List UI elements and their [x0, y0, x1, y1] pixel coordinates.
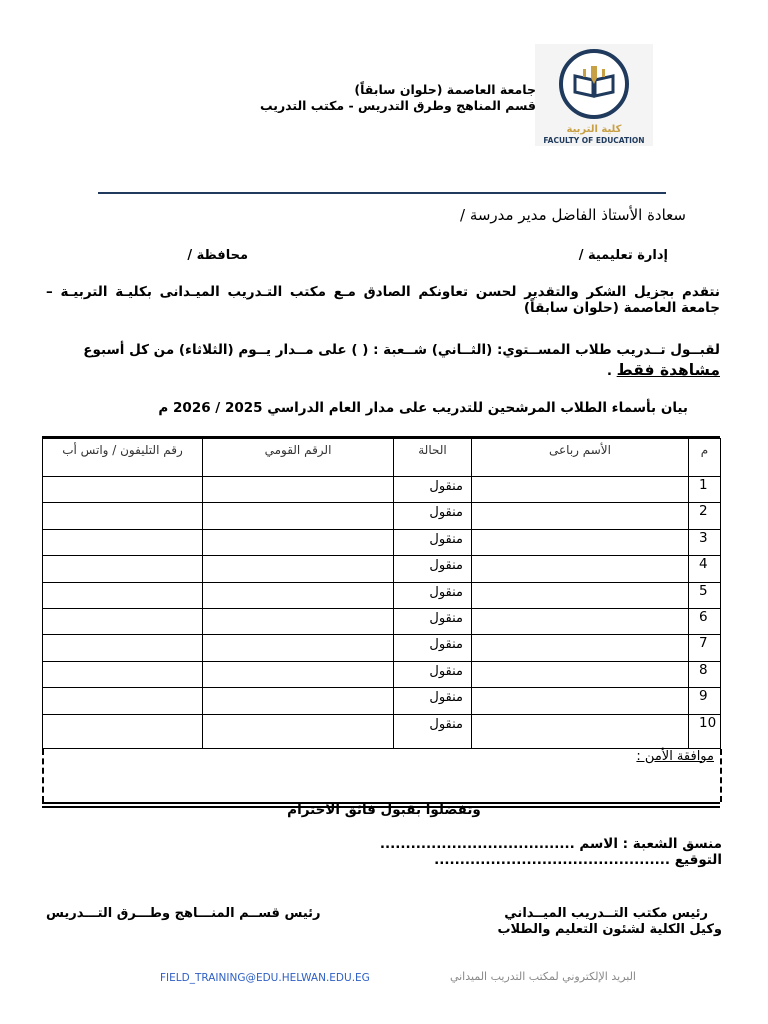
edu-admin-label: إدارة تعليمية /	[578, 248, 668, 263]
table-header-row	[43, 439, 721, 477]
national-id-cell[interactable]	[203, 688, 394, 714]
signature-line: التوقيع ..............................................	[434, 852, 722, 868]
national-id-cell[interactable]	[203, 582, 394, 608]
row-number: 6	[689, 608, 721, 634]
table-row	[43, 714, 721, 748]
logo-arabic-text: كلية التربية	[566, 124, 622, 135]
phone-cell[interactable]	[43, 556, 203, 582]
row-number: 7	[689, 635, 721, 661]
department-head-title: رئيس قســم المنـــاهج وطـــرق التـــدريس	[46, 906, 321, 921]
training-paragraph	[46, 340, 720, 381]
status-cell: منقول	[394, 714, 472, 748]
vice-dean-title: وكيل الكلية لشئون التعليم والطلاب	[497, 922, 722, 937]
email-label: البريد الإلكتروني لمكتب التدريب الميداني	[449, 970, 636, 983]
status-cell: منقول	[394, 688, 472, 714]
row-number: 2	[689, 503, 721, 529]
table-row	[43, 503, 721, 529]
address-line: سعادة الأستاذ الفاضل مدير مدرسة /	[460, 206, 686, 224]
col-header-status: الحالة	[394, 439, 472, 477]
col-header-num: م	[689, 439, 721, 477]
national-id-cell[interactable]	[203, 556, 394, 582]
university-name: جامعة العاصمة (حلوان سابقاً)	[354, 82, 536, 97]
phone-cell[interactable]	[43, 582, 203, 608]
phone-cell[interactable]	[43, 529, 203, 555]
student-name-cell[interactable]	[472, 714, 689, 748]
training-paragraph-end: .	[606, 363, 617, 379]
student-name-cell[interactable]	[472, 688, 689, 714]
students-table	[42, 438, 720, 808]
table-top-border	[42, 436, 720, 439]
table-row	[43, 661, 721, 687]
row-number: 3	[689, 529, 721, 555]
table-row	[43, 608, 721, 634]
col-header-national-id: الرقم القومي	[203, 439, 394, 477]
status-cell: منقول	[394, 503, 472, 529]
national-id-cell[interactable]	[203, 714, 394, 748]
student-name-cell[interactable]	[472, 529, 689, 555]
phone-cell[interactable]	[43, 661, 203, 687]
student-name-cell[interactable]	[472, 477, 689, 503]
table-row	[43, 556, 721, 582]
faculty-logo	[535, 44, 653, 146]
national-id-cell[interactable]	[203, 503, 394, 529]
student-name-cell[interactable]	[472, 582, 689, 608]
national-id-cell[interactable]	[203, 661, 394, 687]
training-paragraph-start: لقبــول تــدريب طلاب المســتوي: (الثــاني) شــعبة : ( ) على مــدار يــوم (الثلاثاء) من كل أسبوع	[83, 342, 720, 358]
table-row	[43, 529, 721, 555]
row-number: 1	[689, 477, 721, 503]
col-header-name: الأسم رباعى	[472, 439, 689, 477]
coordinator-name-line: منسق الشعبة : الاسم ......................................	[379, 836, 722, 852]
table-row	[43, 477, 721, 503]
closing-line: وتفضلوا بقبول فائق الاحترام	[287, 802, 481, 818]
email-link[interactable]: FIELD_TRAINING@EDU.HELWAN.EDU.EG	[160, 972, 370, 984]
national-id-cell[interactable]	[203, 635, 394, 661]
table-row	[43, 635, 721, 661]
governorate-label: محافظة /	[187, 248, 248, 263]
national-id-cell[interactable]	[203, 529, 394, 555]
phone-cell[interactable]	[43, 503, 203, 529]
student-name-cell[interactable]	[472, 608, 689, 634]
thanks-paragraph: نتقدم بجزيل الشكر والتقدير لحسن تعاونكم الصادق مـع مكتب التـدريب الميـدانى بكليـة التربيـة – جامعة العاصمة (حلوان سابقاً)	[46, 284, 720, 316]
row-number: 8	[689, 661, 721, 687]
status-cell: منقول	[394, 477, 472, 503]
table-row	[43, 688, 721, 714]
student-name-cell[interactable]	[472, 503, 689, 529]
security-approval-label: موافقة الأمن :	[636, 748, 714, 764]
observation-only-text: مشاهدة فقط	[616, 361, 720, 379]
row-number: 10	[689, 714, 721, 748]
header-divider	[98, 192, 666, 194]
status-cell: منقول	[394, 529, 472, 555]
status-cell: منقول	[394, 608, 472, 634]
student-name-cell[interactable]	[472, 661, 689, 687]
phone-cell[interactable]	[43, 477, 203, 503]
row-number: 5	[689, 582, 721, 608]
status-cell: منقول	[394, 556, 472, 582]
logo-english-text: FACULTY OF EDUCATION	[543, 136, 645, 145]
security-approval-box[interactable]	[42, 749, 722, 802]
row-number: 9	[689, 688, 721, 714]
field-training-head-title: رئيس مكتب التــدريب الميــداني	[504, 906, 708, 921]
status-cell: منقول	[394, 635, 472, 661]
national-id-cell[interactable]	[203, 477, 394, 503]
students-grid	[42, 438, 721, 749]
phone-cell[interactable]	[43, 608, 203, 634]
student-name-cell[interactable]	[472, 556, 689, 582]
student-name-cell[interactable]	[472, 635, 689, 661]
table-row	[43, 582, 721, 608]
phone-cell[interactable]	[43, 714, 203, 748]
status-cell: منقول	[394, 582, 472, 608]
national-id-cell[interactable]	[203, 608, 394, 634]
phone-cell[interactable]	[43, 688, 203, 714]
status-cell: منقول	[394, 661, 472, 687]
students-list-title: بيان بأسماء الطلاب المرشحين للتدريب على مدار العام الدراسي 2025 / 2026 م	[158, 400, 688, 416]
department-name: قسم المناهج وطرق التدريس - مكتب التدريب	[260, 98, 536, 113]
col-header-phone: رقم التليفون / واتس أب	[43, 439, 203, 477]
phone-cell[interactable]	[43, 635, 203, 661]
row-number: 4	[689, 556, 721, 582]
